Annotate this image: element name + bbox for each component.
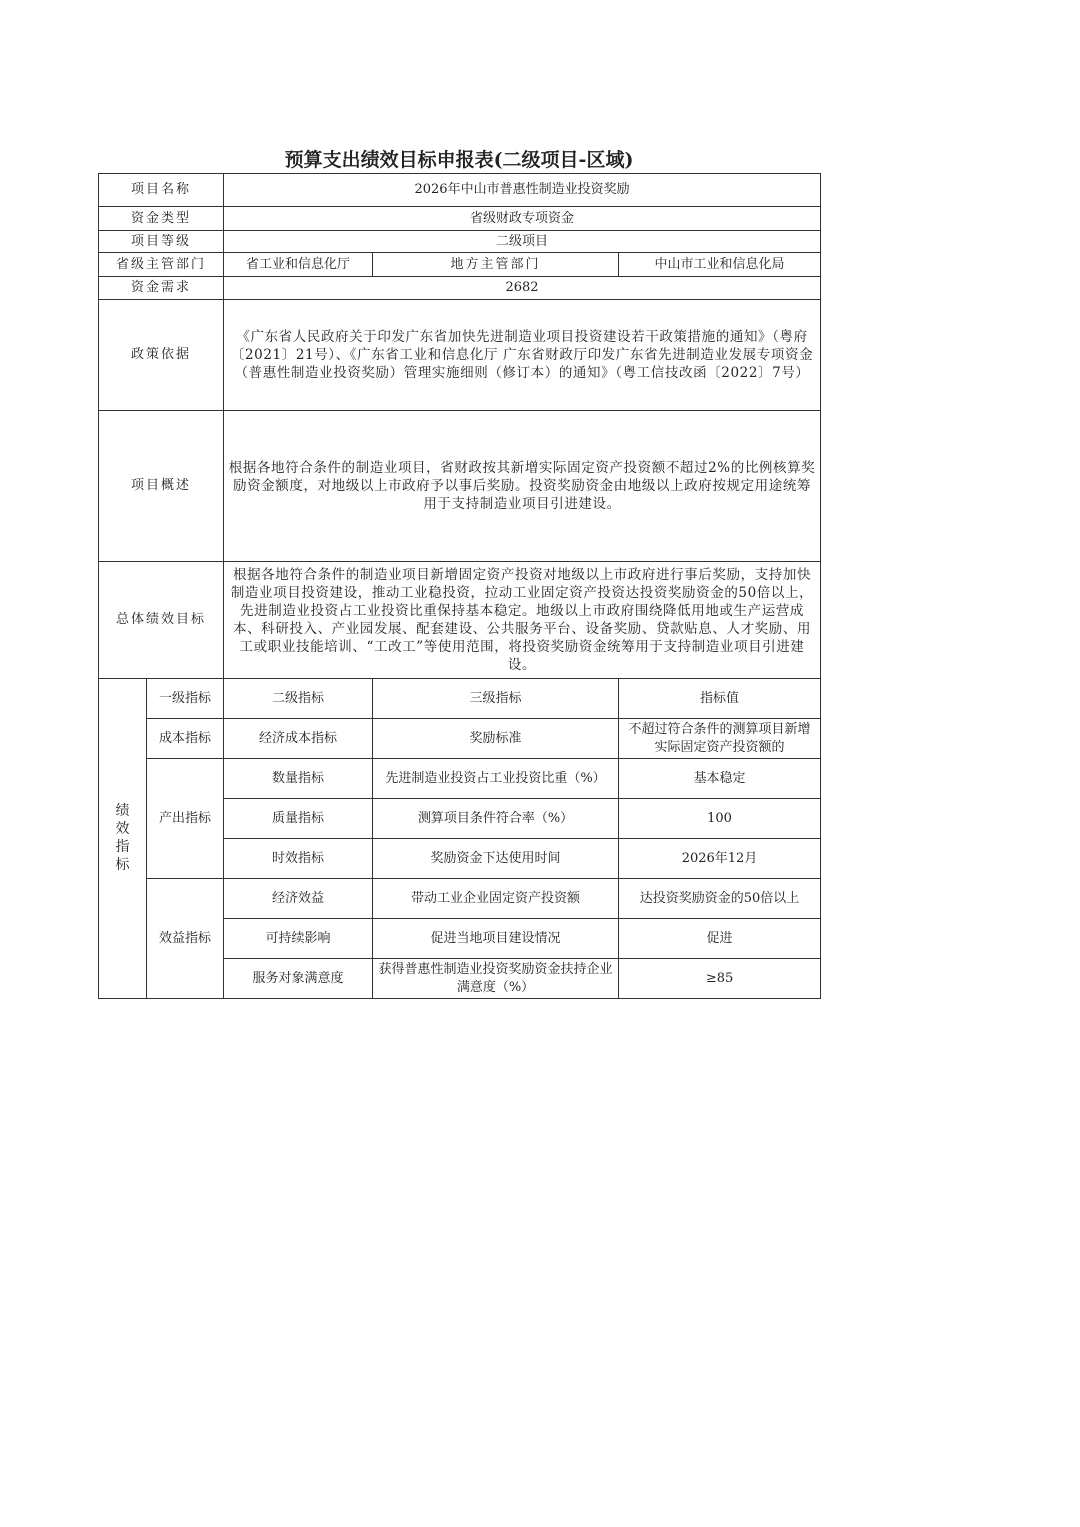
indicator-row [99,759,821,799]
header-level2: 二级指标 [224,679,373,719]
value-cell: 达投资奖励资金的50倍以上 [619,879,821,919]
policy-basis-value: 《广东省人民政府关于印发广东省加快先进制造业项目投资建设若干政策措施的通知》（粤府〔2021〕21号）、《广东省工业和信息化厅 广东省财政厅印发广东省先进制造业发展专项资金（普惠性制造业投资奖励）管理实施细则（修订本）的通知》（粤工信技改函〔2022〕7号） [224,300,821,411]
header-level1: 一级指标 [147,679,224,719]
performance-target-table [98,173,821,999]
level1-output: 产出指标 [147,759,224,879]
performance-indicator-section-label [99,679,147,999]
level3-cell: 奖励标准 [373,719,619,759]
performance-indicator-text: 绩效指标 [115,803,130,873]
level2-cell: 经济成本指标 [224,719,373,759]
level2-cell: 时效指标 [224,839,373,879]
local-dept-label: 地方主管部门 [373,253,619,277]
overall-goal-label: 总体绩效目标 [99,562,224,679]
fund-demand-label: 资金需求 [99,277,224,300]
fund-type-value: 省级财政专项资金 [224,207,821,231]
project-level-value: 二级项目 [224,231,821,253]
level3-cell: 带动工业企业固定资产投资额 [373,879,619,919]
prov-dept-label: 省级主管部门 [99,253,224,277]
overall-goal-value: 根据各地符合条件的制造业项目新增固定资产投资对地级以上市政府进行事后奖励，支持加快制造业项目投资建设，推动工业稳投资，拉动工业固定资产投资达投资奖励资金的50倍以上，先进制造业投资占工业投资比重保持基本稳定。地级以上市政府围绕降低用地或生产运营成本、科研投入、产业园发展、配套建设、公共服务平台、设备奖励、贷款贴息、人才奖励、用工或职业技能培训、“工改工”等使用范围，将投资奖励资金统筹用于支持制造业项目引进建设。 [224,562,821,679]
level2-cell: 可持续影响 [224,919,373,959]
level3-cell: 促进当地项目建设情况 [373,919,619,959]
project-level-label: 项目等级 [99,231,224,253]
header-level3: 三级指标 [373,679,619,719]
value-cell: 基本稳定 [619,759,821,799]
value-cell: 100 [619,799,821,839]
project-overview-label: 项目概述 [99,411,224,562]
fund-demand-value: 2682 [224,277,821,300]
row-overall-goal [99,562,821,679]
level1-benefit: 效益指标 [147,879,224,999]
page-title: 预算支出绩效目标申报表(二级项目-区域) [284,149,634,171]
header-value: 指标值 [619,679,821,719]
policy-basis-label: 政策依据 [99,300,224,411]
level2-cell: 服务对象满意度 [224,959,373,999]
level3-cell: 获得普惠性制造业投资奖励资金扶持企业满意度（%） [373,959,619,999]
indicator-header-row [99,679,821,719]
indicator-row [99,719,821,759]
row-project-level [99,231,821,253]
level2-cell: 数量指标 [224,759,373,799]
indicator-row [99,879,821,919]
level3-cell: 测算项目条件符合率（%） [373,799,619,839]
level2-cell: 质量指标 [224,799,373,839]
level1-cost: 成本指标 [147,719,224,759]
local-dept-value: 中山市工业和信息化局 [619,253,821,277]
prov-dept-value: 省工业和信息化厅 [224,253,373,277]
value-cell: ≥85 [619,959,821,999]
row-project-name [99,174,821,207]
row-departments [99,253,821,277]
project-name-label: 项目名称 [99,174,224,207]
project-overview-value: 根据各地符合条件的制造业项目，省财政按其新增实际固定资产投资额不超过2%的比例核算奖励资金额度，对地级以上市政府予以事后奖励。投资奖励资金由地级以上政府按规定用途统筹用于支持制造业项目引进建设。 [224,411,821,562]
level2-cell: 经济效益 [224,879,373,919]
project-name-value: 2026年中山市普惠性制造业投资奖励 [224,174,821,207]
level3-cell: 先进制造业投资占工业投资比重（%） [373,759,619,799]
row-fund-type [99,207,821,231]
value-cell: 2026年12月 [619,839,821,879]
level3-cell: 奖励资金下达使用时间 [373,839,619,879]
fund-type-label: 资金类型 [99,207,224,231]
value-cell: 促进 [619,919,821,959]
value-cell: 不超过符合条件的测算项目新增实际固定资产投资额的 [619,719,821,759]
row-fund-demand [99,277,821,300]
row-policy-basis [99,300,821,411]
row-project-overview [99,411,821,562]
